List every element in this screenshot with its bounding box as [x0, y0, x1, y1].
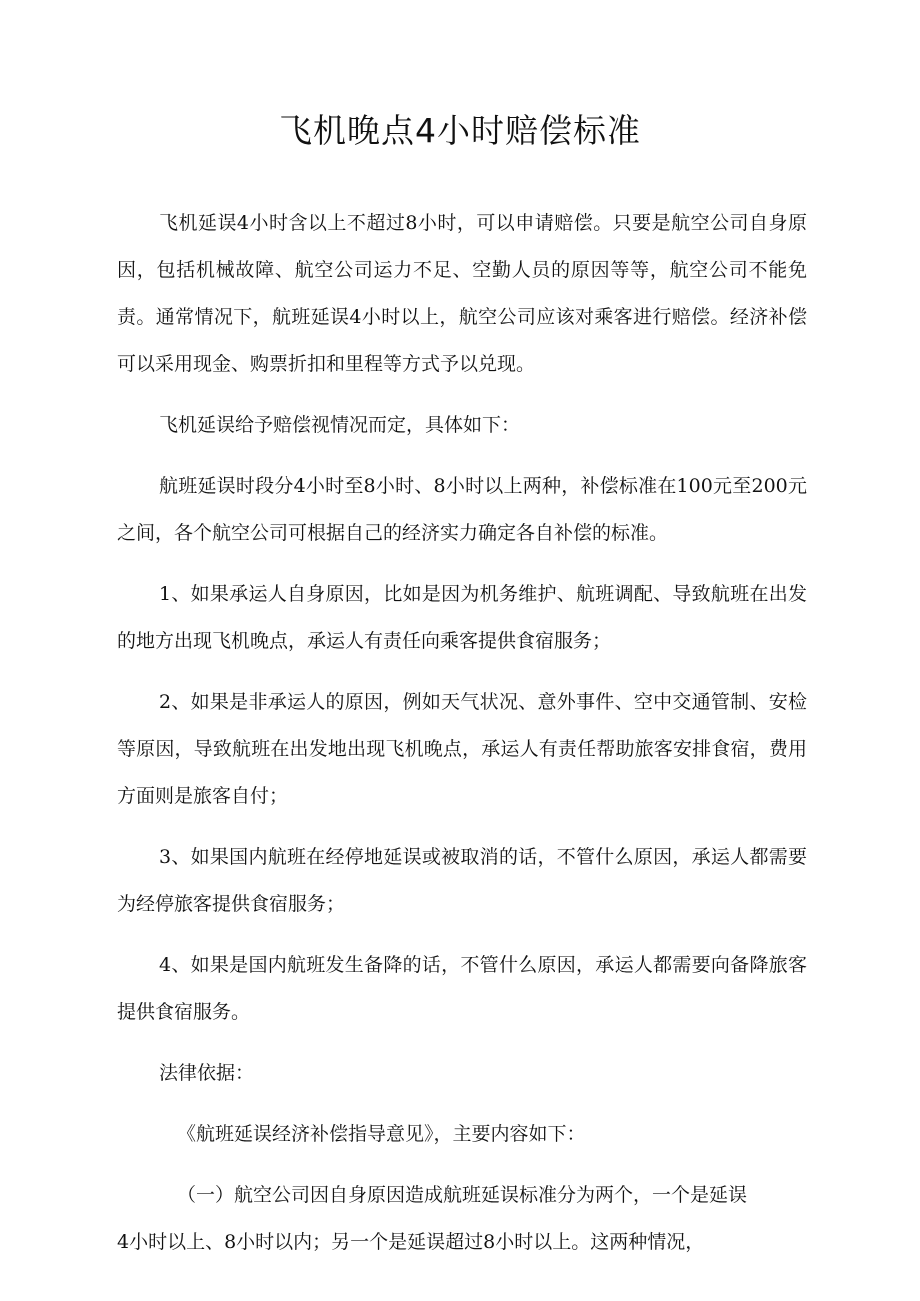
document-title: 飞机晚点4小时赔偿标准 — [279, 111, 641, 150]
paragraph-legal-basis: 法律依据： — [159, 1062, 255, 1084]
paragraph-guideline-title: 《航班延误经济补偿指导意见》，主要内容如下： — [177, 1123, 586, 1145]
paragraph-item-4: 4、如果是国内航班发生备降的话，不管什么原因，承运人都需要向备降旅客提供食宿服务。 — [117, 954, 807, 1023]
paragraph-item-2: 2、如果是非承运人的原因，例如天气状况、意外事件、空中交通管制、安检等原因，导致航班在出发地出现飞机晚点，承运人有责任帮助旅客安排食宿，费用方面则是旅客自付； — [117, 691, 807, 807]
paragraph-delay-periods: 航班延误时段分4小时至8小时、8小时以上两种，补偿标准在100元至200元之间，各个航空公司可根据自己的经济实力确定各自补偿的标准。 — [117, 475, 807, 544]
paragraph-intro: 飞机延误4小时含以上不超过8小时，可以申请赔偿。只要是航空公司自身原因，包括机械故障、航空公司运力不足、空勤人员的原因等等，航空公司不能免责。通常情况下，航班延误4小时以上，航空公司应该对乘客进行赔偿。经济补偿可以采用现金、购票折扣和里程等方式予以兑现。 — [117, 212, 807, 375]
paragraph-compensation-depends: 飞机延误给予赔偿视情况而定，具体如下： — [159, 414, 521, 436]
paragraph-item-1: 1、如果承运人自身原因，比如是因为机务维护、航班调配、导致航班在出发的地方出现飞机晚点，承运人有责任向乘客提供食宿服务； — [117, 583, 807, 652]
paragraph-item-3: 3、如果国内航班在经停地延误或被取消的话，不管什么原因，承运人都需要为经停旅客提供食宿服务； — [117, 846, 807, 915]
paragraph-guideline-item-1: （一）航空公司因自身原因造成航班延误标准分为两个，一个是延误 4小时以上、8小时以内；另一个是延误超过8小时以上。这两种情况， — [117, 1184, 748, 1253]
document-body — [117, 200, 807, 1280]
